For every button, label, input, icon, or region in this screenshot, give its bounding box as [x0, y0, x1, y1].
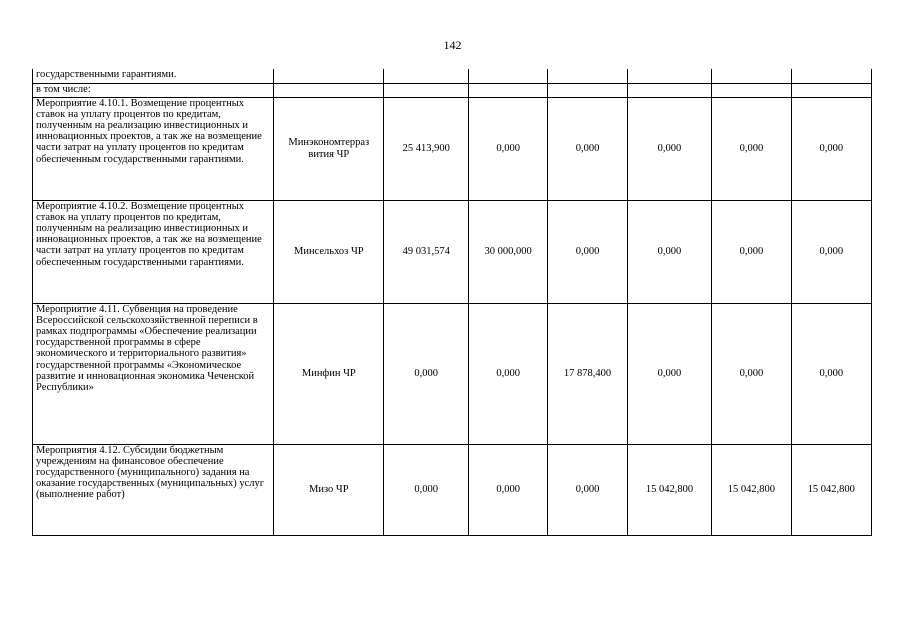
row-description: в том числе:: [33, 83, 274, 97]
table-row: [33, 200, 872, 303]
row-executor: Минсельхоз ЧР: [274, 200, 384, 303]
page-number: 142: [443, 38, 462, 52]
value-cell: 15 042,800: [791, 444, 871, 535]
row-description: Мероприятие 4.10.2. Возмещение процентных ставок на уплату процентов по кредитам, полученным на реализацию инвестиционных и инновационных проектов, а так же на возмещение части затрат на уплату процентов по кредитам обеспеченным государственными гарантиями.: [33, 200, 274, 303]
value-cell: 0,000: [548, 97, 627, 200]
table-row: [33, 69, 872, 83]
value-cell: 15 042,800: [712, 444, 791, 535]
budget-table: [32, 69, 872, 536]
value-cell: [712, 83, 791, 97]
value-cell: 0,000: [384, 444, 469, 535]
value-cell: 0,000: [468, 97, 547, 200]
value-cell: 0,000: [627, 200, 712, 303]
value-cell: [627, 83, 712, 97]
value-cell: 0,000: [384, 303, 469, 444]
row-description: Мероприятие 4.11. Субвенция на проведение Всероссийской сельскохозяйственной переписи в рамках подпрограммы «Обеспечение реализации государственной программы в сфере экономического и территориального развития» государственной программы «Экономическое развитие и инновационная экономика Чеченской Республики»: [33, 303, 274, 444]
row-executor: [274, 69, 384, 83]
value-cell: [627, 69, 712, 83]
value-cell: 0,000: [791, 97, 871, 200]
value-cell: [791, 83, 871, 97]
value-cell: 0,000: [712, 97, 791, 200]
value-cell: [468, 69, 547, 83]
value-cell: 0,000: [627, 303, 712, 444]
value-cell: 0,000: [548, 444, 627, 535]
value-cell: 0,000: [468, 444, 547, 535]
value-cell: 15 042,800: [627, 444, 712, 535]
row-description: Мероприятия 4.12. Субсидии бюджетным учреждениям на финансовое обеспечение государственного (муниципального) задания на оказание государственных (муниципальных) услуг (выполнение работ): [33, 444, 274, 535]
table-row: [33, 303, 872, 444]
value-cell: [548, 83, 627, 97]
value-cell: 0,000: [468, 303, 547, 444]
value-cell: 0,000: [712, 200, 791, 303]
table-row: [33, 83, 872, 97]
value-cell: 0,000: [791, 200, 871, 303]
value-cell: [468, 83, 547, 97]
row-executor: Минфин ЧР: [274, 303, 384, 444]
value-cell: [791, 69, 871, 83]
value-cell: [384, 69, 469, 83]
row-description: государственными гарантиями.: [33, 69, 274, 83]
value-cell: [712, 69, 791, 83]
value-cell: 0,000: [791, 303, 871, 444]
row-executor: [274, 83, 384, 97]
row-executor: Минэкономтерраз вития ЧР: [274, 97, 384, 200]
value-cell: 17 878,400: [548, 303, 627, 444]
row-description: Мероприятие 4.10.1. Возмещение процентных ставок на уплату процентов по кредитам, полученным на реализацию инвестиционных и инновационных проектов, а так же на возмещение части затрат на уплату процентов по кредитам обеспеченным государственными гарантиями.: [33, 97, 274, 200]
value-cell: 30 000,000: [468, 200, 547, 303]
value-cell: [548, 69, 627, 83]
value-cell: [384, 83, 469, 97]
table-row: [33, 444, 872, 535]
value-cell: 0,000: [548, 200, 627, 303]
value-cell: 49 031,574: [384, 200, 469, 303]
table-row: [33, 97, 872, 200]
value-cell: 0,000: [712, 303, 791, 444]
row-executor: Мизо ЧР: [274, 444, 384, 535]
value-cell: 25 413,900: [384, 97, 469, 200]
value-cell: 0,000: [627, 97, 712, 200]
